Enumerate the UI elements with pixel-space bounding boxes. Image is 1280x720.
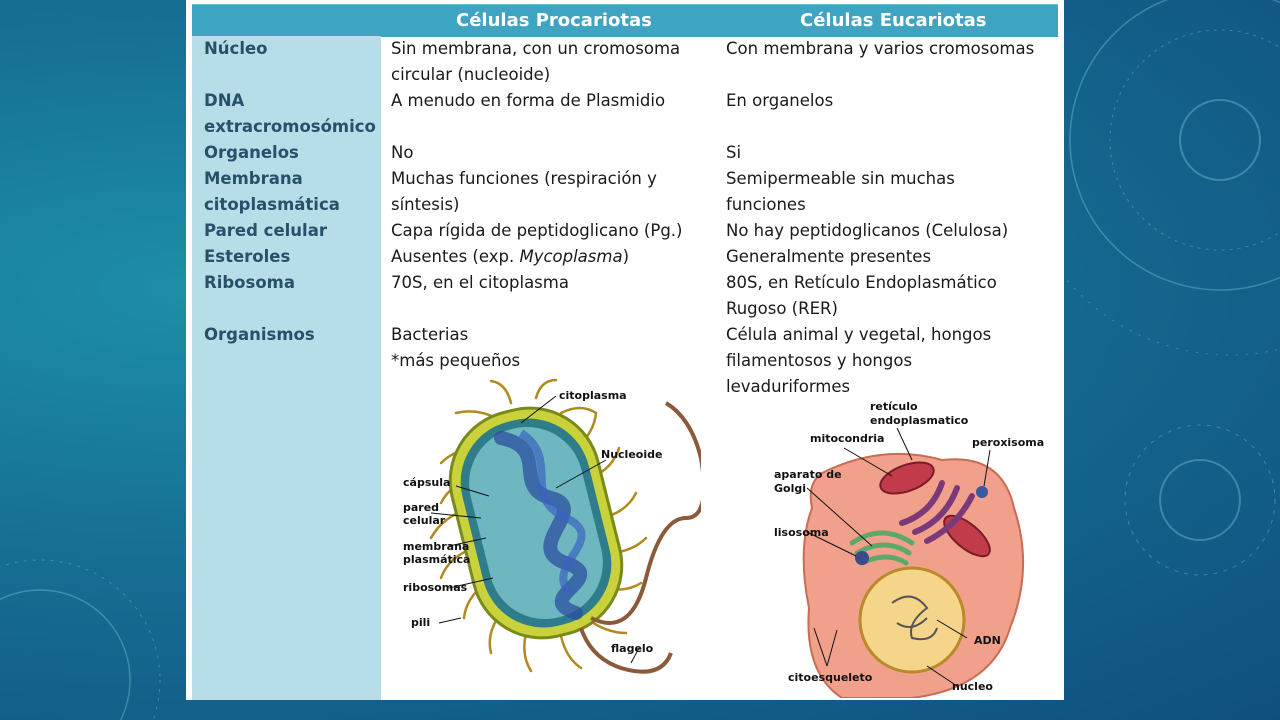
header-prokaryote: Células Procariotas xyxy=(456,10,652,31)
prokaryote-organelos: No xyxy=(391,143,414,162)
label-reticulo-2: endoplasmatico xyxy=(870,414,969,427)
label-golgi-2: Golgi xyxy=(774,482,807,495)
label-pared-2: celular xyxy=(403,514,446,527)
eukaryote-organismos: Célula animal y vegetal, hongos filamentosos y hongos levaduriformes xyxy=(726,325,992,396)
row-label-dna: DNA extracromosómico xyxy=(204,91,376,136)
label-flagelo: flagelo xyxy=(611,642,654,655)
label-golgi-1: aparato de xyxy=(774,468,842,481)
label-pili: pili xyxy=(411,616,431,629)
header-eukaryote: Células Eucariotas xyxy=(800,10,987,31)
prokaryote-ribosoma: 70S, en el citoplasma xyxy=(391,273,569,292)
label-lisosoma: lisosoma xyxy=(774,526,829,539)
comparison-table xyxy=(186,0,1064,700)
eukaryote-esteroles: Generalmente presentes xyxy=(726,247,932,266)
prokaryote-pared: Capa rígida de peptidoglicano (Pg.) xyxy=(391,221,683,240)
table-header-row xyxy=(192,4,1058,37)
eukaryote-ribosoma: 80S, en Retículo Endoplasmático Rugoso (RER) xyxy=(726,273,997,318)
esteroles-text: Ausentes (exp. xyxy=(391,247,520,266)
prokaryote-membrana: Muchas funciones (respiración y síntesis) xyxy=(391,169,657,214)
prokaryote-nucleo: Sin membrana, con un cromosoma circular (nucleoide) xyxy=(391,39,681,84)
label-membrana-1: membrana xyxy=(403,540,470,553)
row-label-pared: Pared celular xyxy=(204,221,327,240)
eukaryote-membrana: Semipermeable sin muchas funciones xyxy=(726,169,955,214)
label-capsula: cápsula xyxy=(403,476,451,489)
label-citoplasma: citoplasma xyxy=(559,389,627,402)
eukaryote-dna: En organelos xyxy=(726,91,834,110)
prokaryote-organismos: Bacterias *más pequeños xyxy=(391,325,521,370)
label-pared-1: pared xyxy=(403,501,440,514)
label-reticulo-1: retículo xyxy=(870,400,918,413)
row-label-organelos: Organelos xyxy=(204,143,299,162)
row-label-esteroles: Esteroles xyxy=(204,247,291,266)
eukaryote-pared: No hay peptidoglicanos (Celulosa) xyxy=(726,221,1009,240)
row-label-nucleo: Núcleo xyxy=(204,39,268,58)
label-ribosomas: ribosomas xyxy=(403,581,468,594)
label-membrana-2: plasmática xyxy=(403,553,471,566)
label-mitocondria: mitocondria xyxy=(810,432,885,445)
esteroles-close: ) xyxy=(622,247,630,266)
row-label-organismos: Organismos xyxy=(204,325,315,344)
prokaryote-dna: A menudo en forma de Plasmidio xyxy=(391,91,666,110)
label-citoesqueleto: citoesqueleto xyxy=(788,671,873,684)
esteroles-species: Mycoplasma xyxy=(519,247,623,266)
eukaryote-nucleo: Con membrana y varios cromosomas xyxy=(726,39,1035,58)
row-label-membrana: Membrana citoplasmática xyxy=(204,169,340,214)
eukaryote-illustration xyxy=(752,398,1052,698)
label-adn: ADN xyxy=(974,634,1001,647)
row-label-ribosoma: Ribosoma xyxy=(204,273,295,292)
bacterium-illustration xyxy=(401,378,701,696)
label-nucleoide: Nucleoide xyxy=(601,448,663,461)
prokaryote-esteroles xyxy=(391,244,721,270)
label-peroxisoma: peroxisoma xyxy=(972,436,1045,449)
label-nucleo: nucleo xyxy=(952,680,993,693)
eukaryote-organelos: Si xyxy=(726,143,742,162)
